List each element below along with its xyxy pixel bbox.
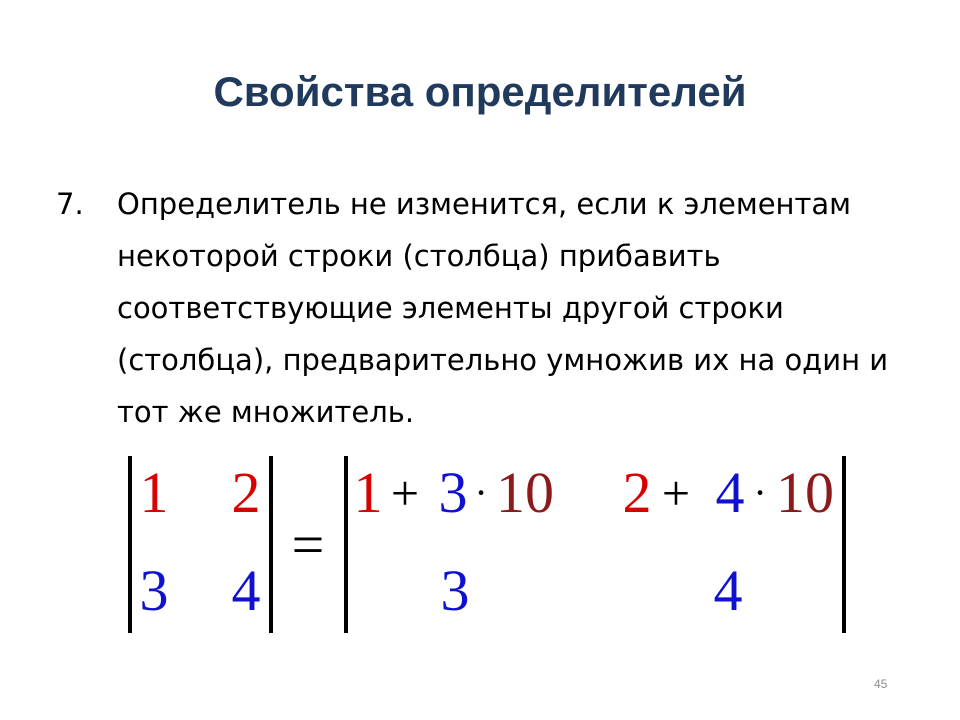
right-r1c1-term-a: 1 xyxy=(353,460,383,525)
equals-sign: = xyxy=(291,512,325,577)
right-r2c2: 4 xyxy=(713,558,743,623)
right-r1c2-term-b: 4 xyxy=(715,460,745,525)
left-matrix-r2c2: 4 xyxy=(231,558,261,623)
slide-title: Свойства определителей xyxy=(213,68,747,115)
left-matrix-r1c2: 2 xyxy=(231,460,261,525)
slide-number: 45 xyxy=(874,677,888,691)
property-number: 7. xyxy=(56,187,84,221)
right-r1c1-term-b: 3 xyxy=(438,460,468,525)
right-r2c1: 3 xyxy=(440,558,470,623)
right-r1c1-dot: · xyxy=(474,470,488,515)
right-r1c2-dot: · xyxy=(753,470,767,515)
right-r1c2-multiplier: 10 xyxy=(776,460,834,525)
right-r1c2-term-a: 2 xyxy=(622,460,652,525)
property-text: Определитель не изменится, если к элементам некоторой строки (столбца) прибавить соответствующие элементы другой строки (столбца), предварительно умножив их на один и тот же множитель. xyxy=(117,187,889,429)
left-matrix-r2c1: 3 xyxy=(139,558,169,623)
right-r1c2-plus: + xyxy=(661,465,691,521)
right-r1c1-multiplier: 10 xyxy=(496,460,554,525)
left-matrix-r1c1: 1 xyxy=(139,460,169,525)
right-r1c1-plus: + xyxy=(390,465,420,521)
